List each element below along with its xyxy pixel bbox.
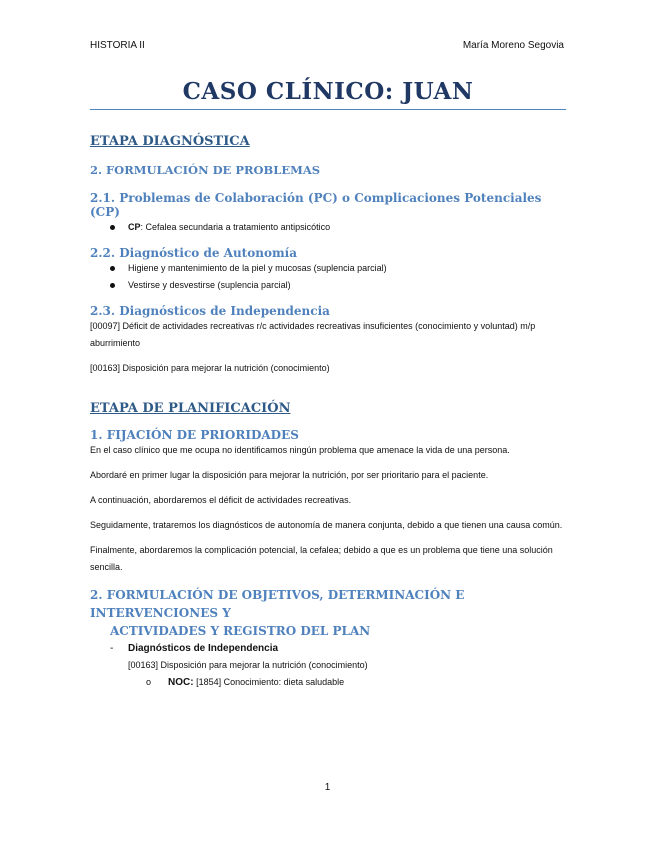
section-formulacion-problemas: 2. FORMULACIÓN DE PROBLEMAS <box>90 163 321 177</box>
header-course: HISTORIA II <box>90 40 145 51</box>
dash-list-item <box>90 640 564 657</box>
page-number: 1 <box>324 782 331 793</box>
list-item <box>90 277 564 294</box>
dash-marker: - <box>110 643 114 654</box>
subsection-2-1-heading: 2.1. Problemas de Colaboración (PC) o Complicaciones Potenciales (CP) <box>90 191 542 219</box>
noc-text: [1854] Conocimiento: dieta saludable <box>193 677 345 687</box>
noc-label: NOC: <box>168 677 194 688</box>
page-header <box>90 40 564 51</box>
list-item-text: Vestirse y desvestirse (suplencia parcial) <box>128 280 291 290</box>
diagnosis-00163: [00163] Disposición para mejorar la nutrición (conocimiento) <box>90 363 330 373</box>
section-formulacion-objetivos <box>90 586 564 640</box>
priority-paragraph: Finalmente, abordaremos la complicación potencial, la cefalea; debido a que es un problema que tiene una solución sencilla. <box>90 545 553 572</box>
priority-paragraph: En el caso clínico que me ocupa no identificamos ningún problema que amenace la vida de una persona. <box>90 445 510 455</box>
bullet-icon <box>110 283 115 288</box>
noc-item <box>90 674 564 691</box>
cp-list <box>90 219 564 236</box>
header-author: María Moreno Segovia <box>462 40 564 51</box>
list-item-text: Higiene y mantenimiento de la piel y mucosas (suplencia parcial) <box>128 263 387 273</box>
section-title-line2: ACTIVIDADES Y REGISTRO DEL PLAN <box>110 624 371 638</box>
title-divider <box>90 109 566 110</box>
cp-label: CP <box>128 222 141 232</box>
diagnosis-00097: [00097] Déficit de actividades recreativas r/c actividades recreativas insuficientes (conocimiento y voluntad) m/p aburrimiento <box>90 321 536 348</box>
list-item <box>90 219 564 236</box>
priority-paragraph: Abordaré en primer lugar la disposición para mejorar la nutrición, por ser prioritario para el paciente. <box>90 470 489 480</box>
section-fijacion-prioridades: 1. FIJACIÓN DE PRIORIDADES <box>90 428 299 442</box>
diagnosis-00163-plan: [00163] Disposición para mejorar la nutrición (conocimiento) <box>128 660 368 670</box>
document-body <box>90 134 564 691</box>
bullet-icon <box>110 266 115 271</box>
dash-item-text: Diagnósticos de Independencia <box>128 643 279 654</box>
bullet-icon <box>110 225 115 230</box>
autonomia-list <box>90 260 564 294</box>
stage-diagnostica-heading: ETAPA DIAGNÓSTICA <box>90 134 250 149</box>
priority-paragraph: A continuación, abordaremos el déficit de actividades recreativas. <box>90 495 352 505</box>
list-item <box>90 260 564 277</box>
section-title-line1: 2. FORMULACIÓN DE OBJETIVOS, DETERMINACIÓN E INTERVENCIONES Y <box>90 588 465 620</box>
document-title: CASO CLÍNICO: JUAN <box>182 78 474 105</box>
circle-bullet-icon: o <box>146 677 152 687</box>
subsection-2-3-heading: 2.3. Diagnósticos de Independencia <box>90 304 330 318</box>
stage-planificacion-heading: ETAPA DE PLANIFICACIÓN <box>90 401 291 416</box>
subsection-2-2-heading: 2.2. Diagnóstico de Autonomía <box>90 246 297 260</box>
priority-paragraph: Seguidamente, trataremos los diagnósticos de autonomía de manera conjunta, debido a que tienen una causa común. <box>90 520 563 530</box>
cp-text: : Cefalea secundaria a tratamiento antipsicótico <box>140 222 331 232</box>
